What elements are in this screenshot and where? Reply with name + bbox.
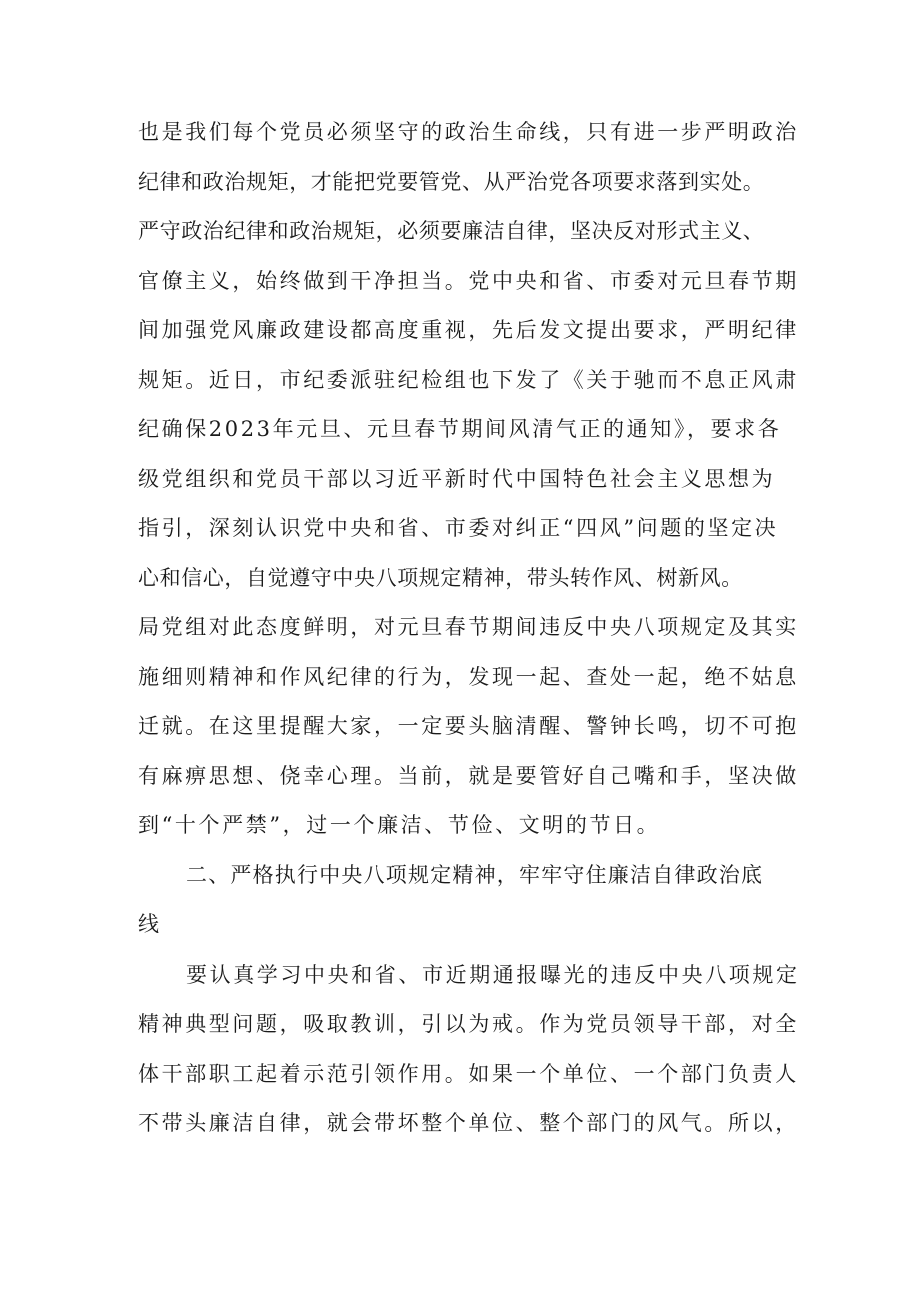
text-line: 纪律和政治规矩，才能把党要管党、从严治党各项要求落到实处。: [138, 169, 765, 194]
text-line: 体干部职工起着示范引领作用。如果一个单位、一个部门负责人: [138, 1061, 799, 1086]
text-line: 指引，深刻认识党中央和省、市委对纠正“四风”问题的坚定决: [138, 516, 779, 540]
text-line: 迁就。在这里提醒大家，一定要头脑清醒、警钟长鸣，切不可抱: [138, 714, 799, 738]
text-line: 精神典型问题，吸取教训，引以为戒。作为党员领导干部，对全: [138, 1012, 799, 1036]
text-line: 规矩。近日，市纪委派驻纪检组也下发了《关于驰而不息正风肃: [138, 367, 799, 392]
document-body: [138, 110, 798, 1151]
heading-line: 线: [138, 912, 162, 936]
paragraph-1: [138, 110, 798, 853]
text-line: 心和信心，自觉遵守中央八项规定精神，带头转作风、树新风。: [138, 565, 743, 590]
text-line: 局党组对此态度鲜明，对元旦春节期间违反中央八项规定及其实: [138, 615, 799, 639]
text-line: 施细则精神和作风纪律的行为，发现一起、查处一起，绝不姑息: [138, 664, 799, 689]
text-line: 严守政治纪律和政治规矩，必须要廉洁自律，坚决反对形式主义、: [138, 219, 765, 243]
text-line: 级党组织和党员干部以习近平新时代中国特色社会主义思想为: [138, 466, 776, 491]
text-line: 要认真学习中央和省、市近期通报曝光的违反中央八项规定: [186, 962, 800, 987]
text-line: 不带头廉洁自律，就会带坏整个单位、整个部门的风气。所以，: [138, 1111, 799, 1135]
text-line: 也是我们每个党员必须坚守的政治生命线，只有进一步严明政治: [138, 120, 799, 144]
text-line: 到“十个严禁”，过一个廉洁、节俭、文明的节日。: [138, 813, 661, 837]
text-line: 有麻痹思想、侥幸心理。当前，就是要管好自己嘴和手，坚决做: [138, 763, 799, 788]
section-heading: [138, 853, 798, 952]
text-line: 纪确保2023年元旦、元旦春节期间风清气正的通知》，要求各: [138, 417, 782, 441]
text-line: 官僚主义，始终做到干净担当。党中央和省、市委对元旦春节期: [138, 268, 799, 293]
text-line: 间加强党风廉政建设都高度重视，先后发文提出要求，严明纪律: [138, 318, 799, 342]
paragraph-2: [138, 953, 798, 1151]
heading-line: 二、严格执行中央八项规定精神，牢牢守住廉洁自律政治底: [186, 862, 764, 887]
